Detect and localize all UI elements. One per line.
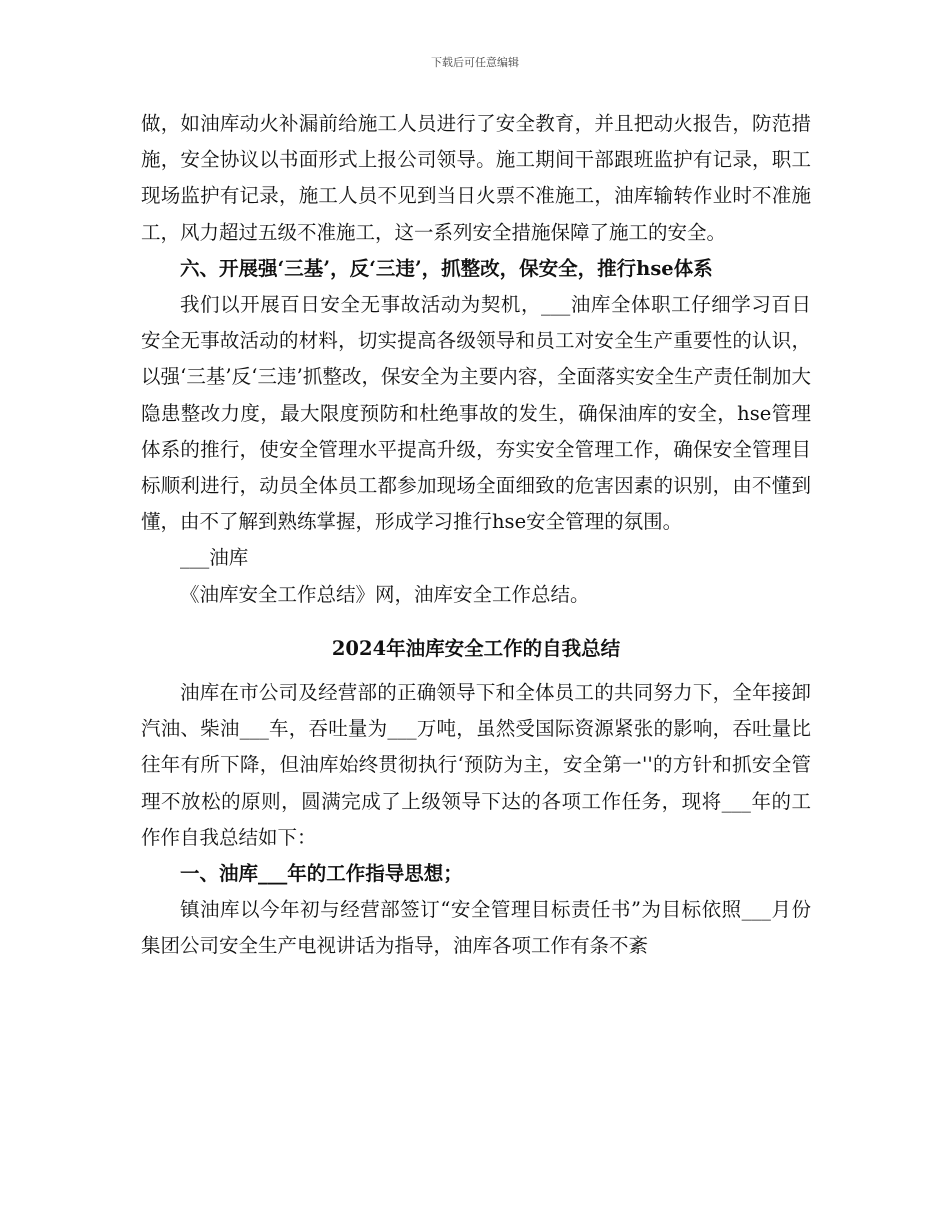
section-heading-one: 一、油库___年的工作指导思想； (180, 862, 463, 886)
paragraph-guiding-thought: 镇油库以今年初与经营部签订“安全管理目标责任书”为目标依照___月份集团公司安全生产电视讲话为指导，油库各项工作有条不紊 (141, 898, 811, 958)
document-body (141, 106, 811, 965)
paragraph-intro: 油库在市公司及经营部的正确领导下和全体员工的共同努力下，全年接卸汽油、柴油___车，吞吐量为___万吨，虽然受国际资源紧张的影响，吞吐量比往年有所下降，但油库始终贯彻执行‘预防为主，安全第一''的方针和抓安全管理不放松的原则，圆满完成了上级领导下达的各项工作任务，现将___年的工作作自我总结如下： (141, 681, 811, 849)
source-line: 《油库安全工作总结》网，油库安全工作总结。 (180, 582, 590, 606)
document-title: 2024年油库安全工作的自我总结 (331, 636, 621, 660)
paragraph-construction-safety: 做，如油库动火补漏前给施工人员进行了安全教育，并且把动火报告，防范措施，安全协议以书面形式上报公司领导。施工期间干部跟班监护有记录，职工现场监护有记录，施工人员不见到当日火票不准施工，油库输转作业时不准施工，风力超过五级不准施工，这一系列安全措施保障了施工的安全。 (141, 112, 811, 244)
section-heading-six: 六、开展强‘三基’，反‘三违’，抓整改，保安全，推行hse体系 (180, 256, 713, 280)
page-header: 下载后可任意编辑 (431, 56, 519, 69)
signature-line: ___油库 (180, 546, 249, 570)
paragraph-hse: 我们以开展百日安全无事故活动为契机，___油库全体职工仔细学习百日安全无事故活动的材料，切实提高各级领导和员工对安全生产重要性的认识，以强‘三基’反‘三违’抓整改，保安全为主要内容，全面落实安全生产责任制加大隐患整改力度，最大限度预防和杜绝事故的发生，确保油库的安全，hse管理体系的推行，使安全管理水平提高升级，夯实安全管理工作，确保安全管理目标顺利进行，动员全体员工都参加现场全面细致的危害因素的识别，由不懂到懂，由不了解到熟练掌握，形成学习推行hse安全管理的氛围。 (141, 293, 811, 534)
